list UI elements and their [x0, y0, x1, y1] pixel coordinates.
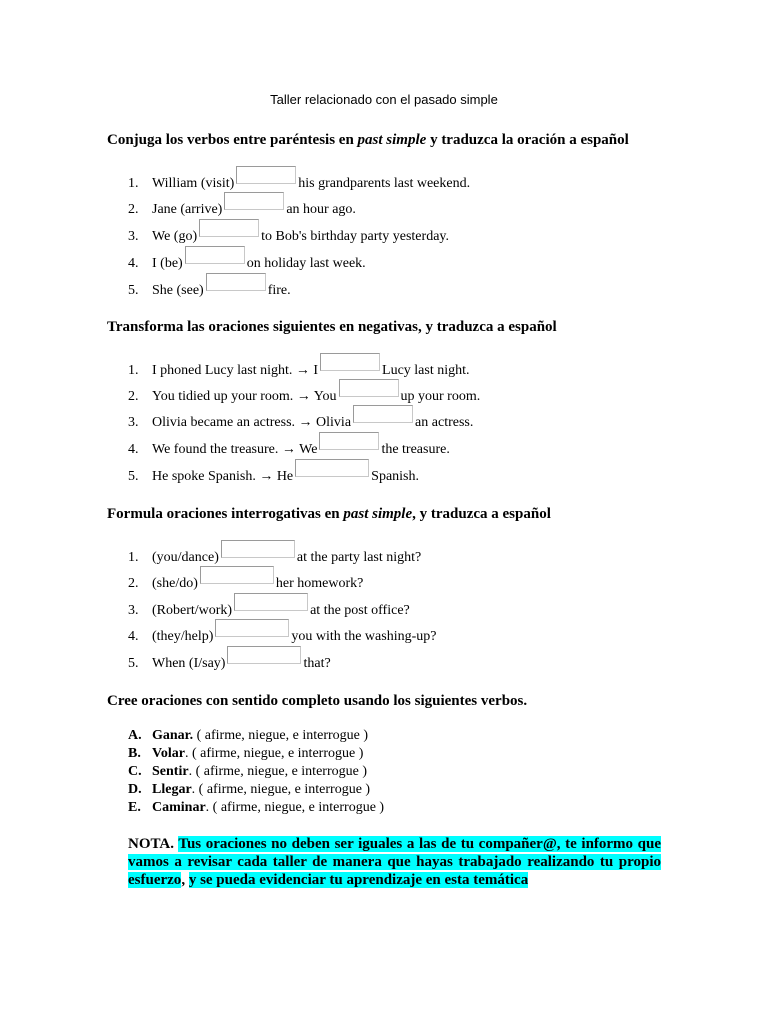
item-text: William (visit) [152, 176, 235, 191]
verb-item-c [128, 763, 367, 781]
item-text: (you/dance) [152, 550, 219, 565]
section3-heading-pre: Formula oraciones interrogativas en [107, 506, 344, 522]
item-text-after: an hour ago. [286, 202, 356, 217]
answer-box[interactable] [295, 459, 369, 477]
item-letter: B. [128, 746, 141, 761]
answer-box[interactable] [339, 379, 399, 397]
item-text: She (see) [152, 283, 204, 298]
answer-box[interactable] [224, 192, 284, 210]
verb-item-a [128, 727, 368, 745]
nota-highlight-1: Tus oraciones no deben ser iguales a las de tu compañer@, te informo que vamos a revisar cada taller de manera que hayas trabajado realizando tu propio esfuerzo [128, 836, 662, 888]
item-text-after: to Bob's birthday party yesterday. [261, 229, 449, 244]
verb-name: Ganar. [152, 728, 194, 743]
item-text: (she/do) [152, 576, 198, 591]
answer-box[interactable] [221, 540, 295, 558]
item-number: 2. [128, 576, 139, 591]
answer-box[interactable] [215, 619, 289, 637]
item-text-after: you with the washing-up? [291, 629, 437, 644]
item-text: When (I/say) [152, 656, 226, 671]
item-text: We (go) [152, 229, 198, 244]
section4-heading: Cree oraciones con sentido completo usando los siguientes verbos. [107, 693, 528, 709]
verb-instruction: . ( afirme, niegue, e interrogue ) [205, 800, 385, 815]
answer-box[interactable] [227, 646, 301, 664]
item-text-after: at the party last night? [296, 550, 422, 565]
section1-heading-pre: Conjuga los verbos entre paréntesis en [107, 132, 358, 148]
item-number: 3. [128, 415, 139, 430]
section1-heading-em: past simple [357, 132, 427, 148]
section1-heading-post: y traduzca la oración a español [426, 132, 629, 148]
nota-separator: , [181, 872, 189, 888]
item-text-after: Lucy last night. [382, 363, 470, 378]
item-text-after: Spanish. [371, 469, 419, 484]
section2-heading: Transforma las oraciones siguientes en negativas, y traduzca a español [107, 319, 557, 335]
item-text: He spoke Spanish. → He [152, 469, 294, 484]
verb-name: Llegar [152, 782, 192, 797]
answer-box[interactable] [353, 405, 413, 423]
verb-instruction: . ( afirme, niegue, e interrogue ) [188, 764, 367, 779]
answer-box[interactable] [234, 593, 308, 611]
verb-name: Caminar [152, 800, 206, 815]
answer-box[interactable] [319, 432, 379, 450]
section3-heading [107, 505, 551, 523]
item-number: 3. [128, 229, 139, 244]
item-number: 4. [128, 256, 139, 271]
section3-heading-em: past simple [343, 506, 413, 522]
verb-item-d [128, 781, 370, 799]
item-text: Jane (arrive) [152, 202, 223, 217]
verb-item-b [128, 745, 363, 763]
item-text: We found the treasure. → We [152, 442, 318, 457]
answer-box[interactable] [320, 353, 380, 371]
item-letter: A. [128, 728, 142, 743]
verb-instruction: . ( afirme, niegue, e interrogue ) [184, 746, 364, 761]
item-text-after: the treasure. [381, 442, 450, 457]
nota-label: NOTA. [128, 836, 179, 852]
item-text-after: that? [303, 656, 331, 671]
item-text: I phoned Lucy last night. → I [152, 363, 319, 378]
verb-name: Volar [152, 746, 185, 761]
item-number: 5. [128, 469, 139, 484]
item-letter: E. [128, 800, 141, 815]
item-text-after: up your room. [400, 389, 481, 404]
item-number: 4. [128, 442, 139, 457]
item-text-after: at the post office? [310, 603, 410, 618]
section3-heading-post: , y traduzca a español [412, 506, 551, 522]
item-text: You tidied up your room. → You [152, 389, 337, 404]
verb-name: Sentir [152, 764, 189, 779]
item-number: 2. [128, 389, 139, 404]
item-letter: D. [128, 782, 142, 797]
nota-paragraph [128, 835, 661, 889]
verb-instruction: . ( afirme, niegue, e interrogue ) [191, 782, 371, 797]
item-text-after: on holiday last week. [246, 256, 366, 271]
document-title: Taller relacionado con el pasado simple [270, 92, 498, 107]
item-text: (Robert/work) [152, 603, 233, 618]
item-text: (they/help) [152, 629, 214, 644]
verb-item-e [128, 799, 384, 817]
item-text-after: an actress. [415, 415, 474, 430]
item-number: 1. [128, 176, 139, 191]
item-number: 3. [128, 603, 139, 618]
item-letter: C. [128, 764, 142, 779]
verb-instruction: ( afirme, niegue, e interrogue ) [193, 728, 369, 743]
item-text-after: fire. [267, 283, 291, 298]
item-text-after: her homework? [275, 576, 364, 591]
answer-box[interactable] [200, 566, 274, 584]
item-text: I (be) [152, 256, 183, 271]
section1-heading [107, 131, 629, 149]
item-number: 4. [128, 629, 139, 644]
item-number: 5. [128, 656, 139, 671]
answer-box[interactable] [185, 246, 245, 264]
answer-box[interactable] [199, 219, 259, 237]
item-text: Olivia became an actress. → Olivia [152, 415, 352, 430]
answer-box[interactable] [206, 273, 266, 291]
item-number: 5. [128, 283, 139, 298]
item-number: 2. [128, 202, 139, 217]
nota-highlight-2: y se pueda evidenciar tu aprendizaje en esta temática [188, 872, 529, 888]
item-text-after: his grandparents last weekend. [298, 176, 471, 191]
item-number: 1. [128, 550, 139, 565]
answer-box[interactable] [236, 166, 296, 184]
item-number: 1. [128, 363, 139, 378]
